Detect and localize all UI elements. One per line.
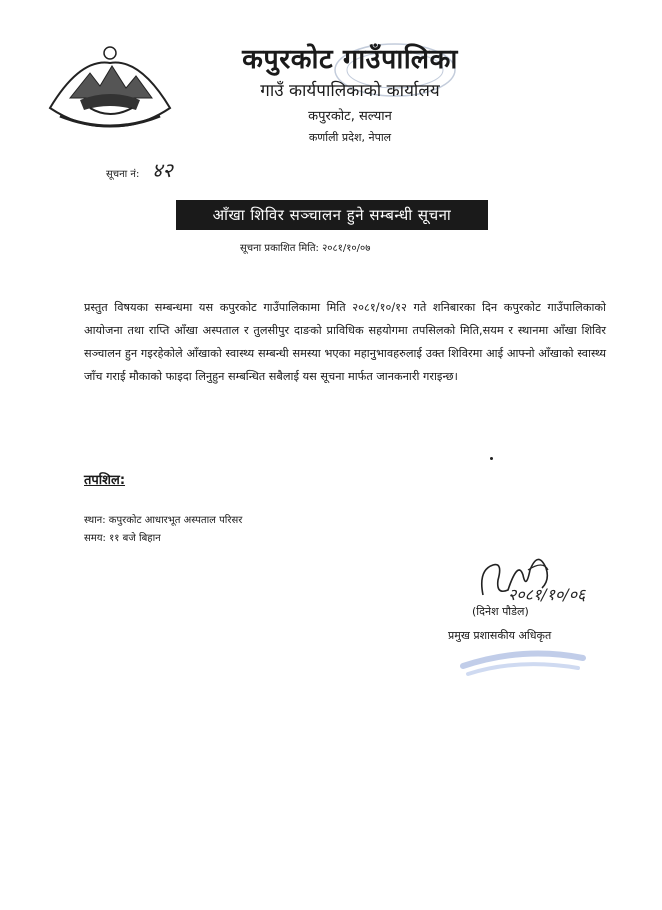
office-address: कपुरकोट, सल्यान — [308, 109, 392, 124]
signature-date: २०८१/१०/०६ — [508, 585, 586, 604]
notice-title: आँखा शिविर सञ्चालन हुने सम्बन्धी सूचना — [176, 200, 488, 230]
signer-title: प्रमुख प्रशासकीय अधिकृत — [448, 629, 552, 642]
nepal-emblem-icon — [40, 38, 180, 138]
org-name: कपुरकोट गाउँपालिका — [242, 44, 458, 75]
details-location: स्थान: कपुरकोट आधारभूत अस्पताल परिसर — [84, 515, 243, 526]
notice-number-value: ४२ — [152, 158, 173, 182]
signer-name: (दिनेश पौडेल) — [472, 605, 529, 618]
details-time: समय: ११ बजे बिहान — [84, 533, 161, 544]
letterhead — [200, 44, 500, 145]
notice-body: प्रस्तुत विषयका सम्बन्धमा यस कपुरकोट गाउँपालिकामा मिति २०८१/१०/१२ गते शनिबारका दिन कपुरकोट गाउँपालिकाको आयोजना तथा राप्ति आँखा अस्पताल र तुलसीपुर दाङको प्राविधिक सहयोगमा तपसिलको मिति,सयम र स्थानमा आँखा शिविर सञ्चालन हुन गइरहेकोले आँखाको स्वास्थ्य सम्बन्धी समस्या भएका महानुभावहरुलाई उक्त शिविरमा आई आफ्नो आँखाको स्वास्थ्य जाँच गराई मौकाको फाइदा लिनुहुन सम्बन्धित सबैलाई यस सूचना मार्फत जानकनारी गराइन्छ। — [84, 301, 606, 383]
office-province: कर्णाली प्रदेश, नेपाल — [308, 131, 392, 144]
office-stamp-icon — [458, 636, 588, 680]
details-heading: तपशिल: — [84, 473, 126, 488]
office-name: गाउँ कार्यपालिकाको कार्यालय — [260, 81, 440, 101]
published-date: सूचना प्रकाशित मिति: २०८१/१०/०७ — [240, 243, 371, 254]
notice-number-label: सूचना नं: — [106, 169, 140, 180]
stray-mark — [490, 457, 493, 460]
